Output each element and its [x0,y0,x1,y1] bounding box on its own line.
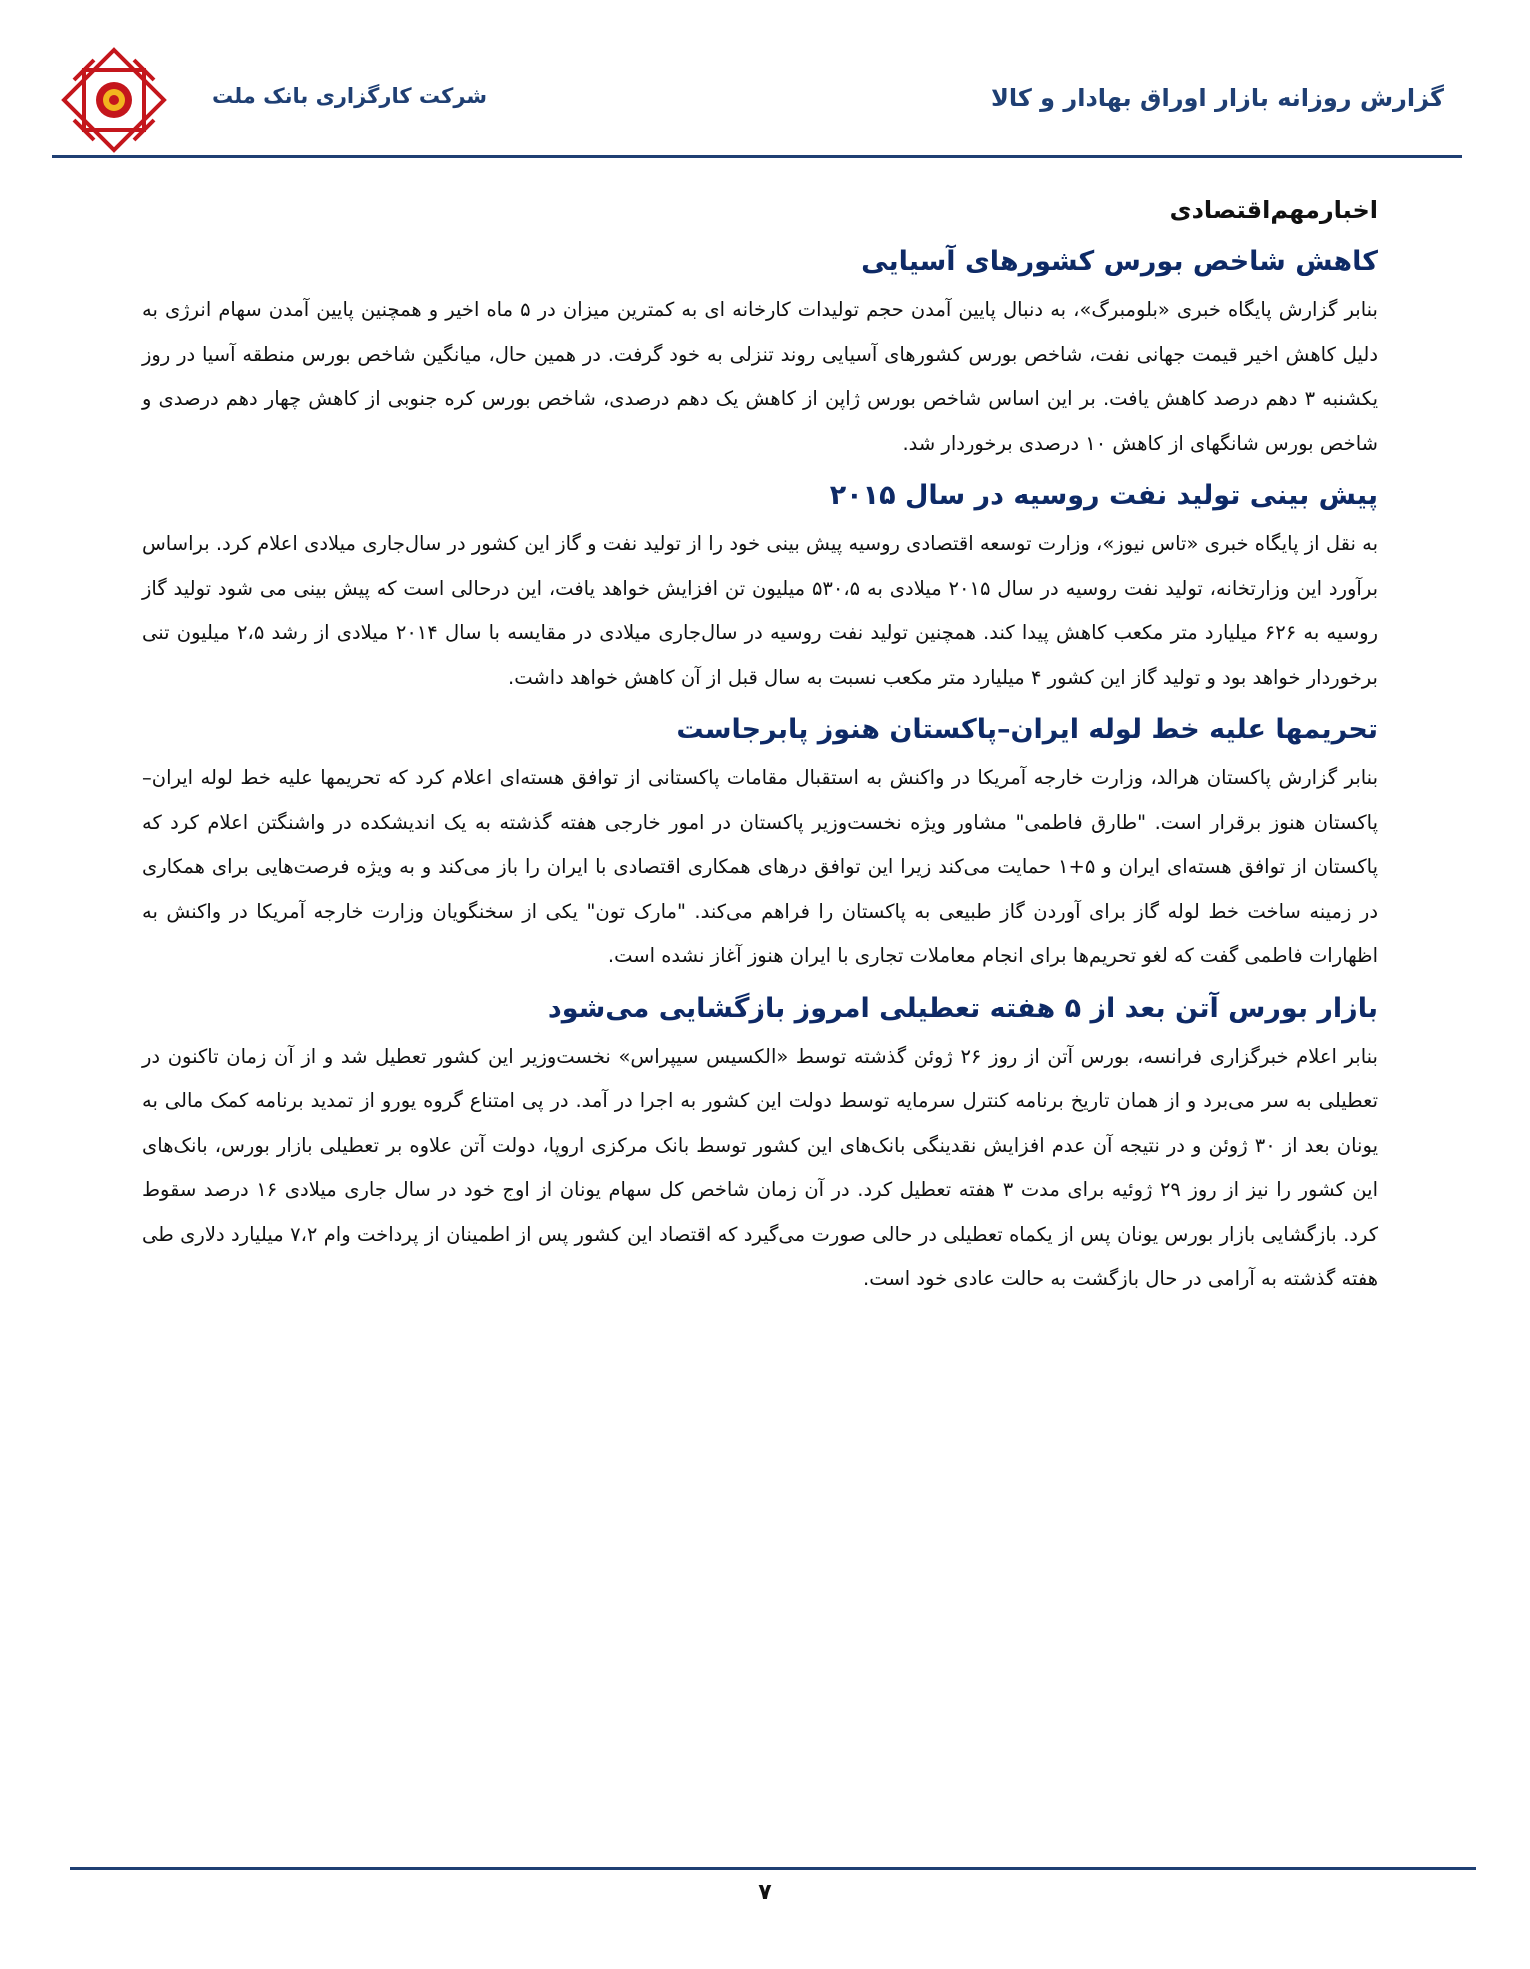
report-title: گزارش روزانه بازار اوراق بهادار و کالا [990,84,1444,112]
news-body: بنابر اعلام خبرگزاری فرانسه، بورس آتن از روز ۲۶ ژوئن گذشته توسط «الکسیس سیپراس» نخست‌وزیر این کشور تعطیل شد و از آن زمان تاکنون در تعطیلی به سر می‌برد و از همان تاریخ برنامه کنترل سرمایه توسط دولت این کشور به اجرا در آمد. در پی امتناع گروه یورو از تمدید برنامه کمک مالی به یونان بعد از ۳۰ ژوئن و در نتیجه آن عدم افزایش نقدینگی بانک‌های این کشور توسط بانک مرکزی اروپا، دولت آتن علاوه بر تعطیلی بازار بورس، بانک‌های این کشور را نیز از روز ۲۹ ژوئیه برای مدت ۳ هفته تعطیل کرد. در آن زمان شاخص کل سهام یونان از اوج خود در سال جاری میلادی ۱۶ درصد سقوط کرد. بازگشایی بازار بورس یونان پس از یکماه تعطیلی در حالی صورت می‌گیرد که اقتصاد این کشور پس از اطمینان از پرداخت وام ۷،۲ میلیارد دلاری طی هفته گذشته به آرامی در حال بازگشت به حالت عادی خود است. [142,1044,1378,1290]
news-title: تحریمها علیه خط لوله ایران–پاکستان هنوز پابرجاست [676,714,1378,745]
news-body: بنابر گزارش پاکستان هرالد، وزارت خارجه آمریکا در واکنش به استقبال مقامات پاکستانی از توافق هسته‌ای اعلام کرد که تحریمها علیه خط لوله ایران–پاکستان هنوز برقرار است. "طارق فاطمی" مشاور ویژه نخست‌وزیر پاکستان در امور خارجی هفته گذشته به یک اندیشکده در واشنگتن اعلام کرد که پاکستان از توافق هسته‌ای ایران و ۵+۱ حمایت می‌کند زیرا این توافق درهای همکاری اقتصادی با ایران را باز می‌کند و به ویژه فرصت‌هایی برای همکاری در زمینه ساخت خط لوله گاز برای آوردن گاز طبیعی به پاکستان را فراهم می‌کند. "مارک تون" یکی از سخنگویان وزارت خارجه آمریکا در واکنش به اظهارات فاطمی گفت که لغو تحریم‌ها برای انجام معاملات تجاری با ایران هنوز آغاز نشده است. [142,766,1378,967]
news-title: کاهش شاخص بورس کشورهای آسیایی [861,246,1378,277]
section-label: اخبارمهم‌اقتصادی [1169,196,1378,224]
footer-divider [70,1867,1476,1870]
news-article [142,240,1378,466]
bank-mellat-logo-icon [60,46,168,154]
news-article [142,987,1378,1302]
page-number: ۷ [758,1880,772,1905]
news-title: پیش بینی تولید نفت روسیه در سال ۲۰۱۵ [829,480,1378,511]
company-name: شرکت کارگزاری بانک ملت [212,84,488,108]
header-divider [52,155,1462,158]
news-body: به نقل از پایگاه خبری «تاس نیوز»، وزارت توسعه اقتصادی روسیه پیش بینی خود را از تولید نفت و گاز این کشور در سال‌جاری میلادی اعلام کرد. براساس برآورد این وزارتخانه، تولید نفت روسیه در سال ۲۰۱۵ میلادی به ۵۳۰،۵ میلیون تن افزایش خواهد یافت، این درحالی است که پیش بینی می شود تولید گاز روسیه به ۶۲۶ میلیارد متر مکعب کاهش پیدا کند. همچنین تولید نفت روسیه در سال‌جاری میلادی در مقایسه با سال ۲۰۱۴ میلادی از رشد ۲،۵ میلیون تنی برخوردار خواهد بود و تولید گاز این کشور ۴ میلیارد متر مکعب نسبت به سال قبل از آن کاهش خواهد داشت. [142,532,1379,689]
news-body: بنابر گزارش پایگاه خبری «بلومبرگ»، به دنبال پایین آمدن حجم تولیدات کارخانه ای به کمترین میزان در ۵ ماه اخیر و همچنین پایین آمدن سهام انرژی به دلیل کاهش اخیر قیمت جهانی نفت، شاخص بورس کشورهای آسیایی روند تنزلی به خود گرفت. در همین حال، میانگین شاخص بورس منطقه آسیا در روز یکشنبه ۳ دهم درصد کاهش یافت. بر این اساس شاخص بورس ژاپن از کاهش یک دهم درصدی، شاخص بورس کره جنوبی از کاهش چهار دهم درصدی و شاخص بورس شانگهای از کاهش ۱۰ درصدی برخوردار شد. [142,298,1378,455]
news-article [142,474,1378,700]
news-content [142,192,1378,1310]
news-title: بازار بورس آتن بعد از ۵ هفته تعطیلی امروز بازگشایی می‌شود [547,992,1378,1024]
news-article [142,708,1378,979]
